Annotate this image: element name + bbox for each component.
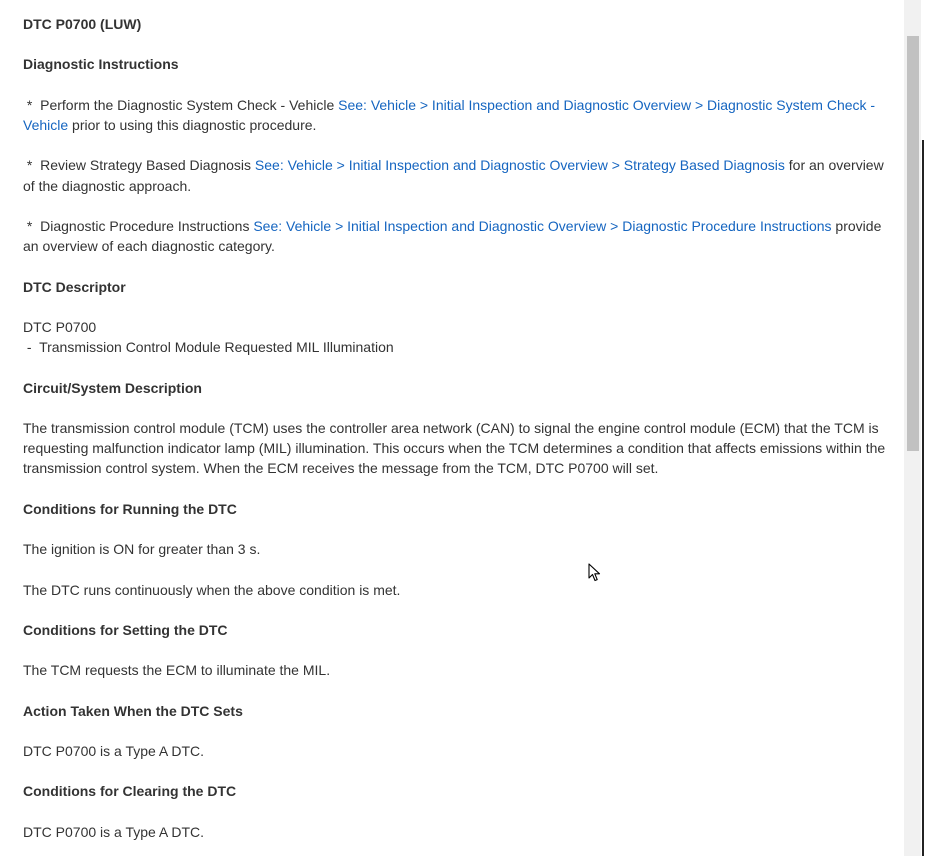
bullet-marker: * xyxy=(23,157,41,174)
link-diagnostic-procedure-instructions[interactable]: See: Vehicle > Initial Inspection and Diagnostic Overview > Diagnostic Procedure Instructions xyxy=(253,217,832,234)
link-diagnostic-system-check[interactable]: See: Vehicle > Initial Inspection and Diagnostic Overview > Diagnostic System Check - Vehicle xyxy=(23,96,876,133)
action-taken-text: DTC P0700 is a Type A DTC. xyxy=(23,743,205,760)
bullet-suffix: provide an overview of each diagnostic category. xyxy=(23,217,882,255)
bullet-suffix: prior to using this diagnostic procedure. xyxy=(68,116,317,133)
clearing-condition-text: DTC P0700 is a Type A DTC. xyxy=(23,823,205,840)
bullet-strategy-based-diagnosis xyxy=(23,155,891,195)
page-title: DTC P0700 (LUW) xyxy=(23,16,142,32)
diagnostic-instructions-heading: Diagnostic Instructions xyxy=(23,56,179,73)
bullet-text: Diagnostic Procedure Instructions xyxy=(40,217,254,234)
bullet-suffix: for an overview of the diagnostic approach. xyxy=(23,157,884,194)
dtc-descriptor-heading: DTC Descriptor xyxy=(23,278,126,295)
clearing-conditions-heading: Conditions for Clearing the DTC xyxy=(23,783,237,800)
vertical-scrollbar[interactable] xyxy=(904,0,921,856)
bullet-diagnostic-procedure-instructions xyxy=(23,216,891,256)
bullet-text: Review Strategy Based Diagnosis xyxy=(40,157,255,174)
circuit-description-text: The transmission control module (TCM) uses the controller area network (CAN) to signal the engine control module (ECM) that the TCM is requesting malfunction indicator lamp (MIL) illumination. This occurs when the TCM determines a condition that affects emissions within the transmission control system. When the ECM receives the message from the TCM, DTC P0700 will set. xyxy=(23,419,886,477)
setting-conditions-heading: Conditions for Setting the DTC xyxy=(23,621,228,638)
setting-condition-text: The TCM requests the ECM to illuminate the MIL. xyxy=(23,662,331,679)
running-conditions-heading: Conditions for Running the DTC xyxy=(23,500,237,517)
dtc-descriptor xyxy=(23,317,891,357)
window-edge-line xyxy=(922,140,924,856)
bullet-diagnostic-system-check xyxy=(23,95,891,135)
bullet-marker: * xyxy=(23,96,41,113)
action-taken-heading: Action Taken When the DTC Sets xyxy=(23,702,243,719)
link-strategy-based-diagnosis[interactable]: See: Vehicle > Initial Inspection and Diagnostic Overview > Strategy Based Diagnosis xyxy=(254,157,785,174)
circuit-description-heading: Circuit/System Description xyxy=(23,379,202,396)
running-condition-2: The DTC runs continuously when the above condition is met. xyxy=(23,581,401,598)
mouse-pointer-icon xyxy=(588,563,602,583)
document-content xyxy=(23,14,891,856)
descriptor-text: - Transmission Control Module Requested MIL Illumination xyxy=(23,339,394,356)
scrollbar-thumb[interactable] xyxy=(907,36,919,451)
descriptor-code: DTC P0700 xyxy=(23,318,97,335)
bullet-marker: * xyxy=(23,217,41,234)
running-condition-1: The ignition is ON for greater than 3 s. xyxy=(23,541,261,558)
bullet-text: Perform the Diagnostic System Check - Vehicle xyxy=(40,96,339,113)
